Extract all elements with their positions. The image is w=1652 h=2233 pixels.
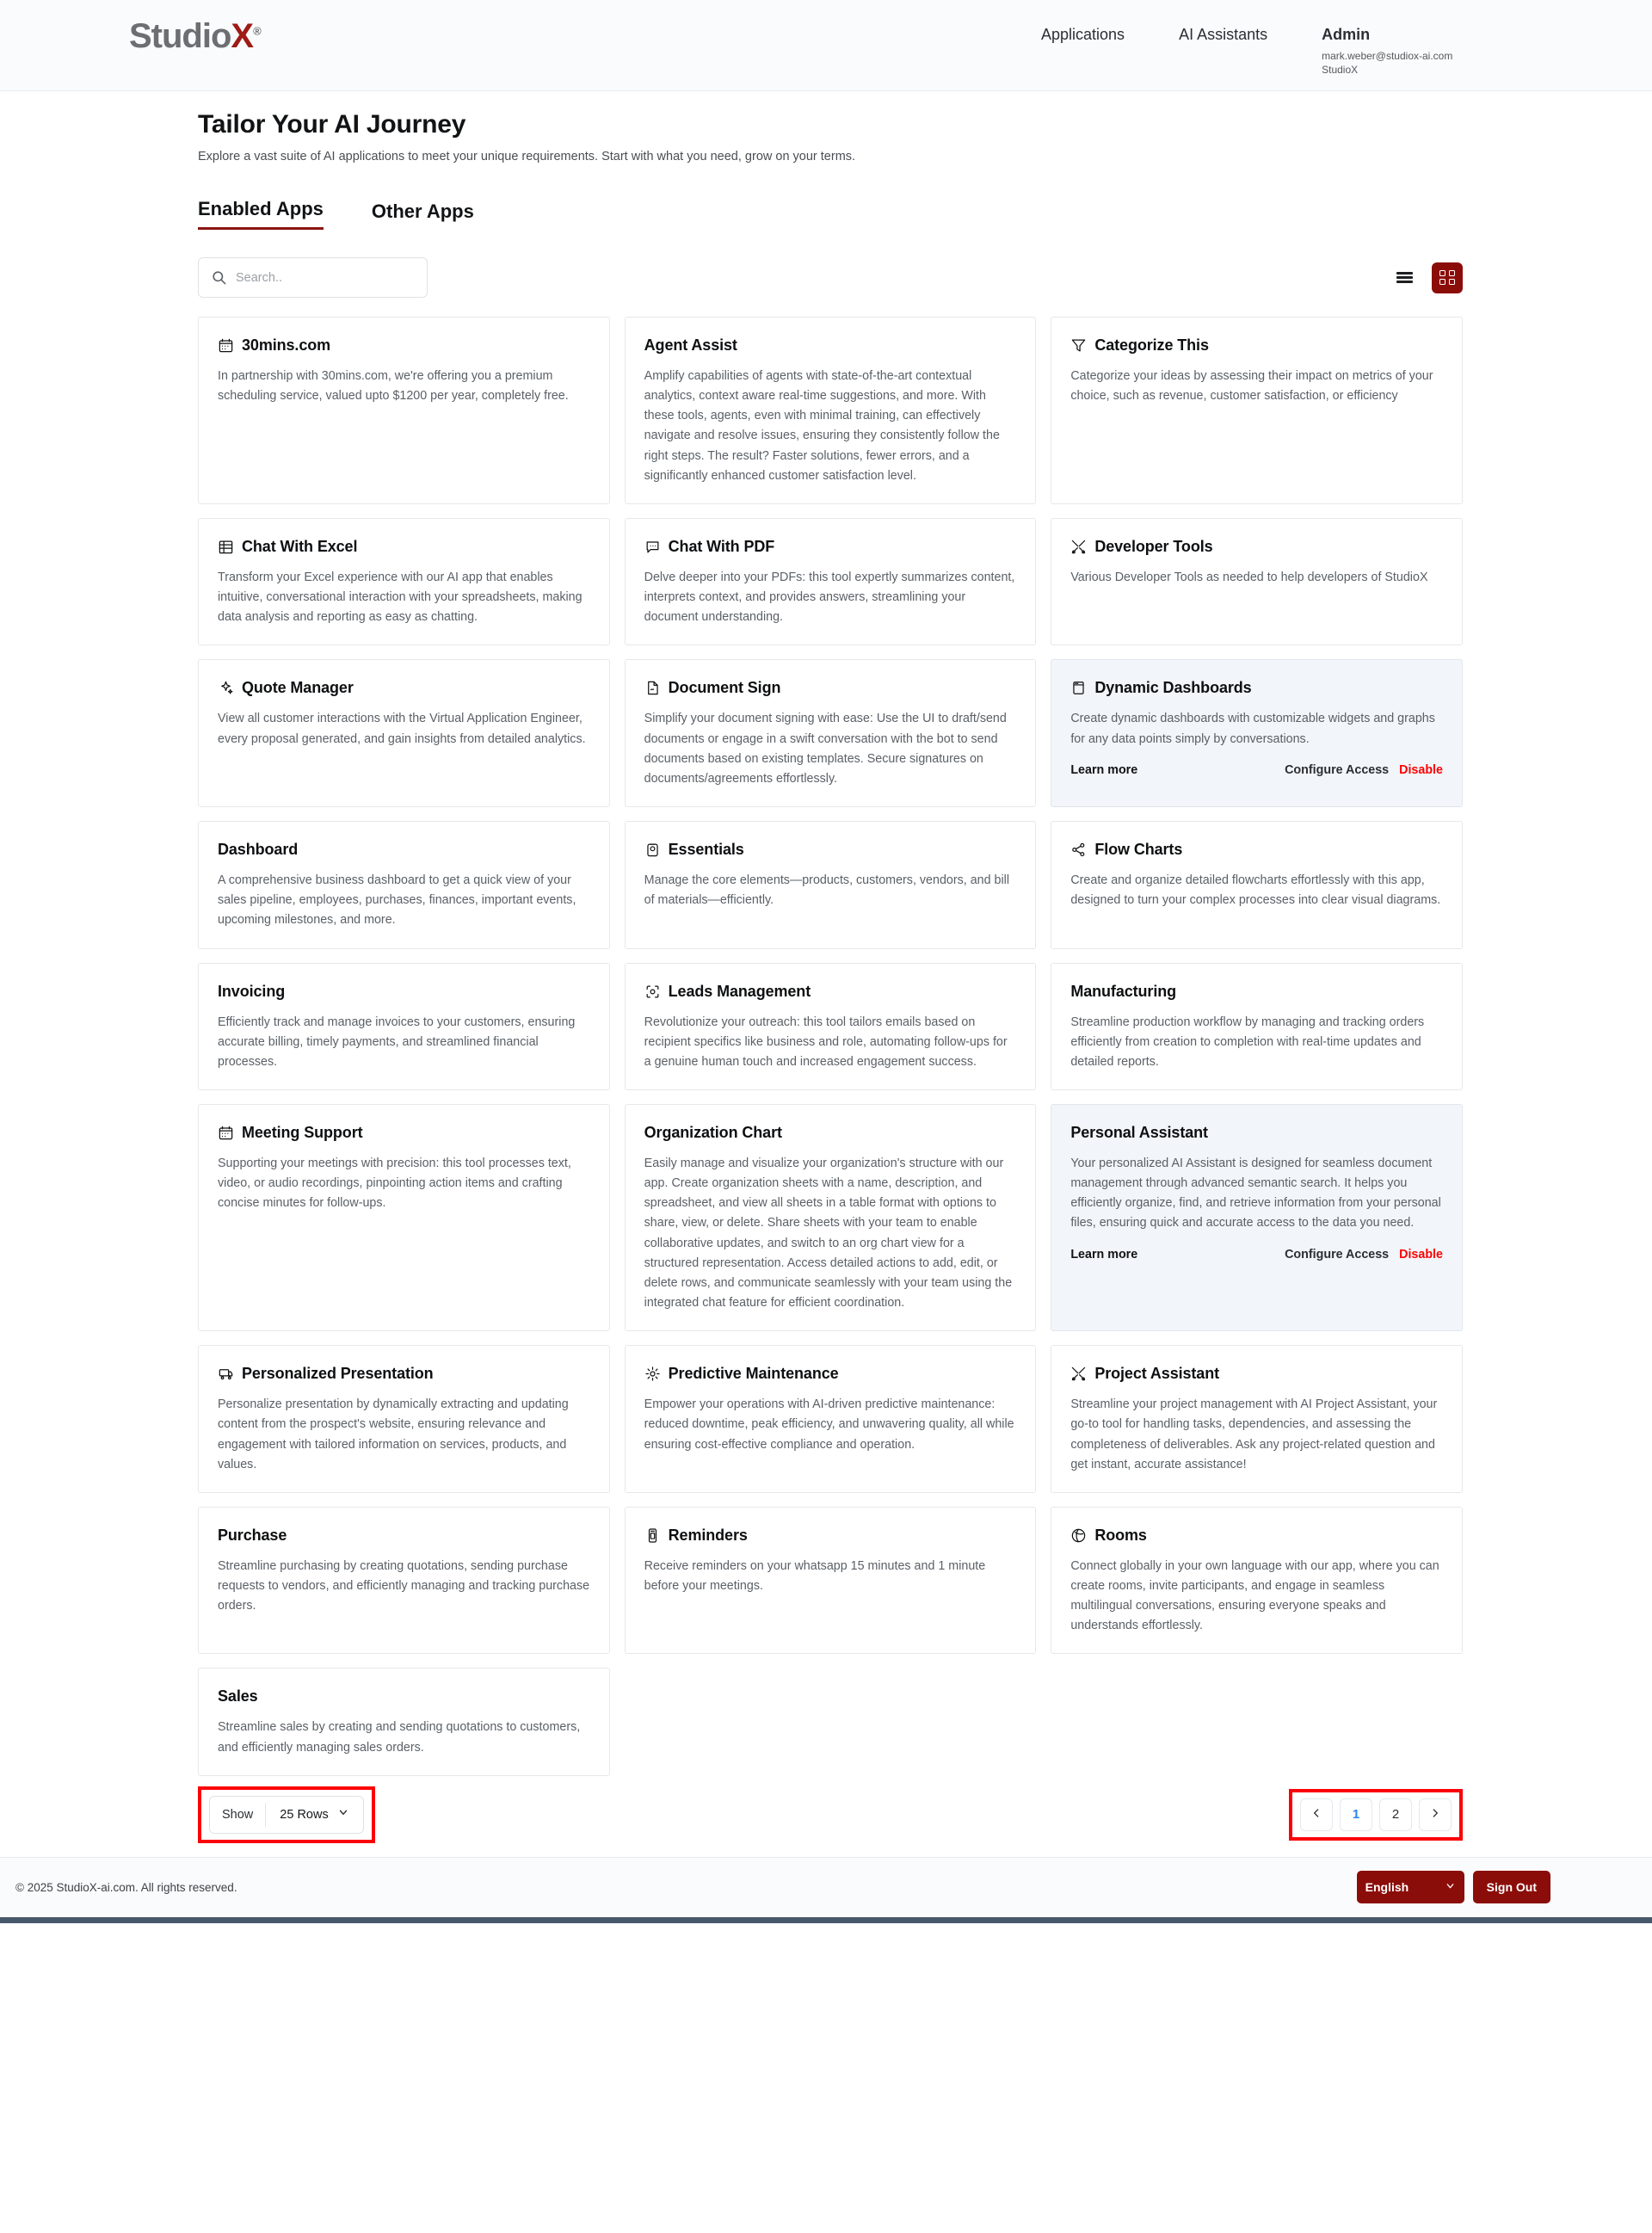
top-header-bar — [0, 0, 1652, 91]
language-select[interactable] — [1357, 1871, 1464, 1903]
app-card-header — [218, 1527, 590, 1545]
app-card[interactable] — [1051, 1507, 1463, 1655]
app-card[interactable] — [198, 821, 610, 948]
admin-label: Admin — [1322, 26, 1371, 43]
app-card-title: 30mins.com — [242, 336, 331, 354]
app-card-title: Meeting Support — [242, 1123, 363, 1141]
window-icon — [1070, 680, 1087, 696]
app-card-description: Create and organize detailed flowcharts effortlessly with this app, designed to turn your complex processes into clear visual diagrams. — [1070, 873, 1441, 908]
app-card-header — [644, 1365, 1017, 1383]
calendar-icon — [218, 1125, 234, 1141]
app-card-title: Dashboard — [218, 841, 299, 859]
configure-access-link[interactable]: Configure Access — [1285, 1247, 1390, 1261]
app-card-description: View all customer interactions with the Virtual Application Engineer, every proposal generated, and gain insights from detailed analytics. — [218, 712, 586, 746]
app-card-title: Leads Management — [668, 982, 811, 1000]
search-box[interactable] — [198, 257, 428, 298]
admin-account-block[interactable] — [1322, 26, 1452, 77]
chevron-down-icon — [337, 1806, 349, 1823]
chat-bubble-icon — [644, 539, 661, 555]
app-card[interactable] — [1051, 659, 1463, 807]
app-card-description: Supporting your meetings with precision: this tool processes text, video, or audio recordings, pinpointing action items and crafting concise minutes for follow-ups. — [218, 1156, 571, 1211]
app-card-description: Simplify your document signing with ease: Use the UI to draft/send documents or engage in a swift conversation with the bot to send documents based on existing templates. Secure signatures on documents/agreements effortlessly. — [644, 712, 1007, 786]
app-card-title: Organization Chart — [644, 1123, 782, 1141]
app-card-description: Streamline production workflow by managing and tracking orders efficiently from creation to completion with real-time updates and detailed reports. — [1070, 1015, 1425, 1069]
page-subtitle: Explore a vast suite of AI applications to meet your unique requirements. Start with what you need, grow on your terms. — [198, 150, 856, 163]
app-card-description: Create dynamic dashboards with customizable widgets and graphs for any data points simply by conversations. — [1070, 712, 1435, 746]
app-card[interactable] — [198, 1345, 610, 1493]
tools-icon — [1070, 1366, 1087, 1382]
tab-other-apps[interactable]: Other Apps — [371, 200, 474, 222]
sparkles-icon — [218, 680, 234, 696]
chevron-left-icon — [1310, 1807, 1322, 1823]
app-card-description: Manage the core elements—products, customers, vendors, and bill of materials—efficiently. — [644, 873, 1010, 908]
app-card[interactable] — [198, 963, 610, 1090]
app-card[interactable] — [625, 518, 1037, 645]
app-card-title: Dynamic Dashboards — [1094, 679, 1252, 697]
app-card-right-actions — [1285, 1248, 1443, 1261]
app-card[interactable] — [198, 1668, 610, 1775]
funnel-icon — [1070, 337, 1087, 354]
apps-card-grid — [198, 317, 1463, 1776]
app-card[interactable] — [625, 821, 1037, 948]
chevron-right-icon — [1429, 1807, 1441, 1823]
show-label: Show — [210, 1803, 266, 1827]
footer-controls — [1357, 1871, 1550, 1903]
app-card-header — [644, 983, 1017, 1001]
rows-per-page-value: 25 Rows — [280, 1807, 329, 1822]
app-card-title: Rooms — [1094, 1526, 1147, 1544]
rows-per-page-select[interactable] — [209, 1796, 364, 1834]
app-card-description: Easily manage and visualize your organization's structure with our app. Create organization sheets with a name, description, and spreadsheet, and view all sheets in a table format with options to share, view, or delete. Share sheets with your team to enable collaborative updates, and switch to an org chart view for a structured representation. Access detailed actions to add, edit, or delete rows, and communicate seamlessly with your team using the integrated chat feature for efficient coordination. — [644, 1156, 1013, 1311]
app-card-header — [1070, 538, 1443, 556]
app-card[interactable] — [1051, 518, 1463, 645]
tab-bar — [198, 198, 1463, 230]
app-card-title: Personal Assistant — [1070, 1123, 1208, 1141]
nav-item-ai-assistants[interactable]: AI Assistants — [1179, 26, 1268, 43]
app-card[interactable] — [198, 317, 610, 504]
language-select-value: English — [1365, 1880, 1409, 1895]
calendar-icon — [218, 337, 234, 354]
presentation-icon — [218, 1366, 234, 1382]
app-card-header — [218, 538, 590, 556]
app-card-header — [218, 1365, 590, 1383]
table-icon — [218, 539, 234, 555]
pagination-next-button[interactable] — [1419, 1798, 1452, 1831]
app-card[interactable] — [198, 1507, 610, 1655]
grid-view-icon[interactable] — [1432, 262, 1463, 293]
pagination — [1300, 1798, 1452, 1831]
app-card-title: Purchase — [218, 1526, 287, 1544]
app-card-header — [1070, 983, 1443, 1001]
list-view-glyph — [1396, 270, 1413, 285]
table-bottom-bar — [198, 1788, 1463, 1841]
app-card-title: Reminders — [668, 1526, 748, 1544]
app-card-title: Invoicing — [218, 982, 286, 1000]
app-card-description: Streamline sales by creating and sending quotations to customers, and efficiently managing sales orders. — [218, 1720, 581, 1755]
app-card-header — [218, 1124, 590, 1142]
admin-organization: StudioX — [1322, 64, 1359, 77]
bottom-accent-strip — [0, 1917, 1652, 1923]
studiox-logo[interactable] — [129, 19, 261, 53]
app-card-header — [1070, 1124, 1443, 1142]
app-card-description: Various Developer Tools as needed to help developers of StudioX — [1070, 570, 1428, 584]
app-card[interactable] — [625, 963, 1037, 1090]
pagination-page-1[interactable]: 1 — [1340, 1798, 1372, 1831]
app-card-description: Amplify capabilities of agents with state-of-the-art contextual analytics, context aware real-time suggestions, and more. With these tools, agents, even with minimal training, can effectively navigate and resolve issues, ensuring they consistently follow the right steps. The result? Faster solutions, fewer errors, and a significantly enhanced customer satisfaction level. — [644, 369, 1000, 483]
app-card-description: Transform your Excel experience with our AI app that enables intuitive, conversational interaction with your spreadsheets, making data analysis and reporting as easy as chatting. — [218, 570, 583, 625]
app-card-header — [644, 1124, 1017, 1142]
app-card[interactable] — [625, 659, 1037, 807]
phone-icon — [644, 1527, 661, 1544]
app-card-header — [218, 983, 590, 1001]
page-body — [0, 110, 1652, 1841]
app-card-title: Developer Tools — [1094, 537, 1213, 555]
app-card-header — [218, 336, 590, 355]
app-card[interactable] — [1051, 317, 1463, 504]
learn-more-link[interactable]: Learn more — [1070, 762, 1138, 777]
logo-x-text: X — [231, 17, 254, 55]
tab-enabled-apps[interactable]: Enabled Apps — [198, 198, 324, 230]
app-card-description: Empower your operations with AI-driven predictive maintenance: reduced downtime, peak efficiency, and unwavering quality, all while ensuring cost-effective compliance and operation. — [644, 1397, 1014, 1452]
search-input[interactable] — [236, 271, 415, 285]
view-toggle-group — [1389, 262, 1463, 293]
globe-icon — [1070, 1527, 1087, 1544]
logo-text — [129, 19, 261, 53]
app-card[interactable] — [625, 1345, 1037, 1493]
learn-more-link[interactable]: Learn more — [1070, 1247, 1138, 1261]
app-card-actions — [1070, 1248, 1443, 1261]
gear-icon — [644, 1366, 661, 1382]
app-card-description: In partnership with 30mins.com, we're offering you a premium scheduling service, valued upto $1200 per year, completely free. — [218, 369, 569, 404]
search-icon — [211, 269, 227, 286]
nav-item-applications[interactable]: Applications — [1041, 26, 1125, 43]
target-icon — [644, 984, 661, 1000]
app-card[interactable] — [625, 317, 1037, 504]
app-card-header — [644, 538, 1017, 556]
content-container — [198, 110, 1463, 1841]
app-card-description: Streamline purchasing by creating quotations, sending purchase requests to vendors, and efficiently managing and tracking purchase orders. — [218, 1558, 590, 1613]
app-card-title: Sales — [218, 1687, 258, 1706]
app-card[interactable] — [198, 1104, 610, 1331]
app-card-description: Receive reminders on your whatsapp 15 minutes and 1 minute before your meetings. — [644, 1558, 986, 1593]
app-card[interactable] — [1051, 963, 1463, 1090]
app-card-description: Personalize presentation by dynamically extracting and updating content from the prospect's website, ensuring relevance and engagement with tailored information on services, products, and values. — [218, 1397, 569, 1471]
tools-icon — [1070, 539, 1087, 555]
app-card-header — [218, 1687, 590, 1706]
page-title: Tailor Your AI Journey — [198, 110, 466, 139]
app-card-header — [1070, 1527, 1443, 1545]
app-card-description: Delve deeper into your PDFs: this tool expertly summarizes content, interprets context, and provides answers, streamlining your document understanding. — [644, 570, 1015, 625]
disable-link[interactable]: Disable — [1399, 1247, 1443, 1261]
package-icon — [644, 842, 661, 858]
copyright-text: © 2025 StudioX-ai.com. All rights reserved. — [15, 1880, 237, 1894]
share-nodes-icon — [1070, 842, 1087, 858]
apps-toolbar — [198, 257, 1463, 298]
app-card-title: Chat With PDF — [668, 537, 775, 555]
list-view-icon[interactable] — [1389, 262, 1420, 293]
app-card-header — [218, 841, 590, 859]
app-card-header — [644, 336, 1017, 355]
app-card-description: Connect globally in your own language with our app, where you can create rooms, invite participants, and engage in seamless multilingual conversations, ensuring everyone speaks and understands effortlessly. — [1070, 1558, 1439, 1633]
app-card[interactable] — [625, 1507, 1037, 1655]
app-card[interactable] — [198, 659, 610, 807]
app-card-header — [644, 1527, 1017, 1545]
configure-access-link[interactable]: Configure Access — [1285, 762, 1390, 777]
app-card-title: Chat With Excel — [242, 537, 358, 555]
app-card-description: Categorize your ideas by assessing their impact on metrics of your choice, such as revenue, customer satisfaction, or efficiency — [1070, 369, 1433, 404]
app-card-title: Essentials — [668, 841, 744, 859]
chevron-down-icon — [1445, 1880, 1456, 1894]
app-card-right-actions — [1285, 763, 1443, 777]
app-card-title: Flow Charts — [1094, 841, 1183, 859]
app-card-title: Quote Manager — [242, 679, 354, 697]
pagination-page-2[interactable]: 2 — [1379, 1798, 1412, 1831]
disable-link[interactable]: Disable — [1399, 762, 1443, 777]
app-card-header — [644, 841, 1017, 859]
app-card[interactable] — [198, 518, 610, 645]
app-card[interactable] — [625, 1104, 1037, 1331]
app-card-header — [218, 679, 590, 697]
app-card[interactable] — [1051, 1345, 1463, 1493]
app-card-title: Manufacturing — [1070, 982, 1177, 1000]
app-card-actions — [1070, 763, 1443, 777]
document-icon — [644, 680, 661, 696]
app-card-header — [644, 679, 1017, 697]
sign-out-button[interactable]: Sign Out — [1473, 1871, 1550, 1903]
logo-registered-mark: ® — [253, 24, 261, 38]
pagination-highlight — [1289, 1789, 1463, 1841]
admin-email: mark.weber@studiox-ai.com — [1322, 49, 1453, 62]
logo-studio-text: Studio — [129, 17, 231, 55]
app-card-title: Document Sign — [668, 679, 781, 697]
app-card-title: Project Assistant — [1094, 1365, 1220, 1383]
app-card-header — [1070, 679, 1443, 697]
pagination-prev-button[interactable] — [1300, 1798, 1333, 1831]
app-card-header — [1070, 1365, 1443, 1383]
app-card-description: A comprehensive business dashboard to get a quick view of your sales pipeline, employees, purchases, finances, important events, upcoming milestones, and more. — [218, 873, 576, 928]
app-card-header — [1070, 841, 1443, 859]
primary-navigation — [1041, 26, 1452, 77]
app-card-description: Efficiently track and manage invoices to your customers, ensuring accurate billing, timely payments, and streamlined financial processes. — [218, 1015, 576, 1069]
app-card[interactable] — [1051, 821, 1463, 948]
app-card[interactable] — [1051, 1104, 1463, 1331]
app-card-description: Your personalized AI Assistant is designed for seamless document management through advanced semantic search. It helps you efficiently organize, find, and retrieve information from your personal files, ensuring quick and accurate access to the data you need. — [1070, 1156, 1441, 1231]
app-card-description: Revolutionize your outreach: this tool tailors emails based on recipient specifics like business and role, automating follow-ups for a genuine human touch and increased engagement success. — [644, 1015, 1008, 1069]
app-card-title: Personalized Presentation — [242, 1365, 434, 1383]
app-card-description: Streamline your project management with AI Project Assistant, your go-to tool for handling tasks, dependencies, and assessing the completeness of deliverables. Ask any project-related question and get instant, accurate assistance! — [1070, 1397, 1438, 1471]
app-card-title: Categorize This — [1094, 336, 1209, 354]
rows-selector-highlight — [198, 1786, 375, 1843]
page-footer — [0, 1857, 1652, 1917]
app-card-title: Agent Assist — [644, 336, 737, 354]
app-card-title: Predictive Maintenance — [668, 1365, 839, 1383]
app-card-header — [1070, 336, 1443, 355]
grid-view-glyph — [1439, 270, 1455, 286]
